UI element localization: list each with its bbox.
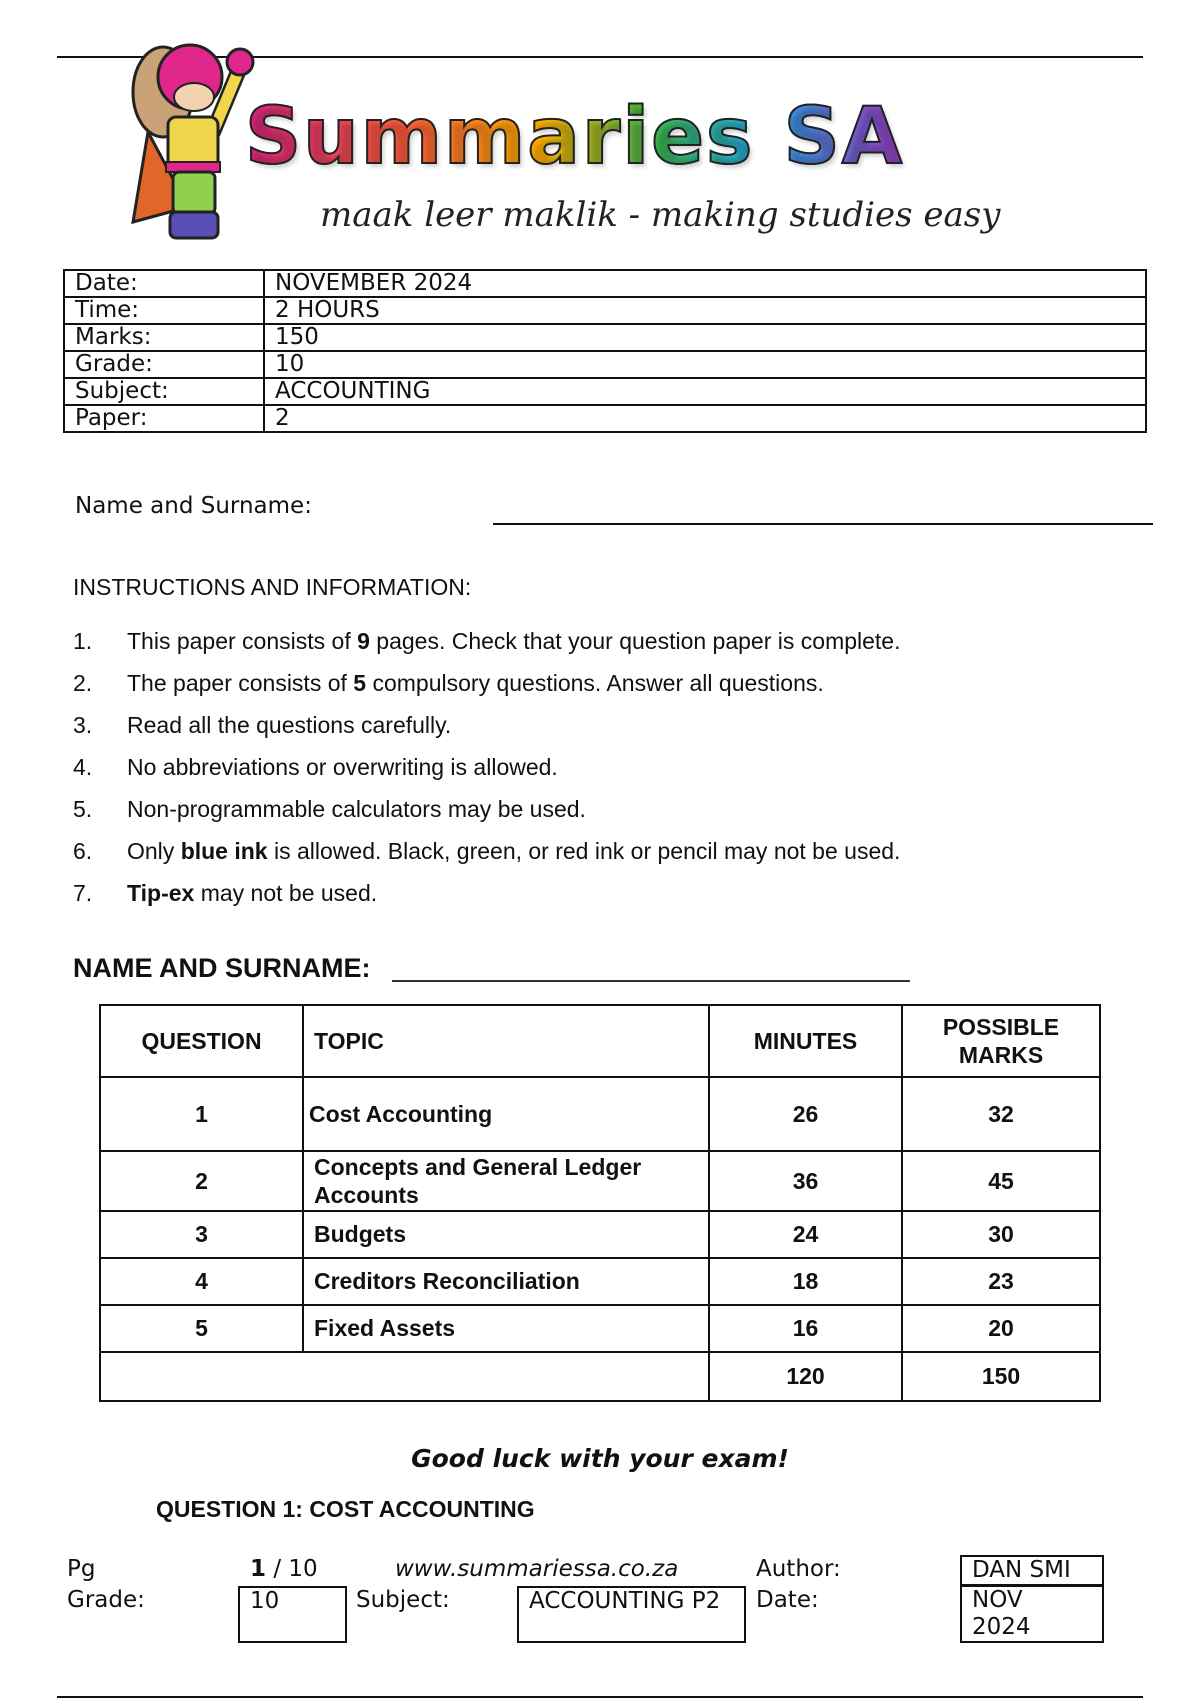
info-value: NOVEMBER 2024 — [264, 270, 1146, 297]
footer-date-value: NOV 2024 — [960, 1585, 1104, 1643]
mascot-legs — [173, 172, 215, 214]
mascot-face — [174, 83, 214, 111]
table-row — [100, 1258, 1100, 1305]
info-row — [64, 297, 1146, 324]
total-marks: 150 — [902, 1352, 1100, 1401]
question-topic: Budgets — [303, 1211, 709, 1258]
question-number: 3 — [100, 1211, 303, 1258]
question-marks: 30 — [902, 1211, 1100, 1258]
question-minutes: 16 — [709, 1305, 902, 1352]
footer-date-label: Date: — [756, 1587, 819, 1613]
table-row — [100, 1211, 1100, 1258]
instruction-item: 1. This paper consists of 9 pages. Check that your question paper is complete. — [73, 628, 901, 654]
question-minutes: 36 — [709, 1151, 902, 1211]
info-label: Date: — [64, 270, 264, 297]
instruction-item: 3. Read all the questions carefully. — [73, 712, 452, 738]
table-total-row — [100, 1352, 1100, 1401]
footer-pg-label: Pg — [67, 1556, 96, 1582]
info-value: 150 — [264, 324, 1146, 351]
question-minutes: 24 — [709, 1211, 902, 1258]
instruction-item: 6. Only blue ink is allowed. Black, green, or red ink or pencil may not be used. — [73, 838, 901, 864]
footer-grade-label: Grade: — [67, 1587, 145, 1613]
table-row — [100, 1077, 1100, 1151]
question-marks: 32 — [902, 1077, 1100, 1151]
instructions-heading: INSTRUCTIONS AND INFORMATION: — [73, 574, 472, 600]
brand-tagline: maak leer maklik - making studies easy — [320, 195, 1001, 235]
mascot-boots — [170, 212, 218, 238]
question-marks: 23 — [902, 1258, 1100, 1305]
table-row — [100, 1305, 1100, 1352]
question-topic: Fixed Assets — [303, 1305, 709, 1352]
info-value: 2 HOURS — [264, 297, 1146, 324]
info-row — [64, 324, 1146, 351]
question-number: 2 — [100, 1151, 303, 1211]
instruction-item: 2. The paper consists of 5 compulsory questions. Answer all questions. — [73, 670, 824, 696]
header-question: QUESTION — [100, 1005, 303, 1077]
brand-logo: Summaries SA — [245, 92, 905, 182]
name-surname-caps-label: NAME AND SURNAME: — [73, 953, 371, 983]
table-row — [100, 1151, 1100, 1211]
mascot-glove — [227, 49, 253, 75]
question-minutes: 18 — [709, 1258, 902, 1305]
total-spacer — [100, 1352, 709, 1401]
footer-author-value: DAN SMI — [960, 1555, 1104, 1586]
good-luck-message: Good luck with your exam! — [411, 1444, 789, 1473]
question-number: 1 — [100, 1077, 303, 1151]
footer-grade-value: 10 — [238, 1586, 347, 1643]
name-surname-line[interactable] — [493, 523, 1153, 525]
info-label: Time: — [64, 297, 264, 324]
footer-author-label: Author: — [756, 1556, 841, 1582]
question-topic: Creditors Reconciliation — [303, 1258, 709, 1305]
info-label: Marks: — [64, 324, 264, 351]
info-value: ACCOUNTING — [264, 378, 1146, 405]
question-1-title: QUESTION 1: COST ACCOUNTING — [156, 1496, 535, 1522]
name-surname-label: Name and Surname: — [75, 493, 312, 519]
question-table — [99, 1004, 1101, 1402]
question-topic: Concepts and General Ledger Accounts — [303, 1151, 709, 1211]
footer-subject-value: ACCOUNTING P2 — [517, 1586, 746, 1643]
info-row — [64, 378, 1146, 405]
question-marks: 20 — [902, 1305, 1100, 1352]
info-row — [64, 405, 1146, 432]
header-marks: POSSIBLE MARKS — [902, 1005, 1100, 1077]
total-minutes: 120 — [709, 1352, 902, 1401]
instructions-list — [73, 628, 901, 922]
question-number: 5 — [100, 1305, 303, 1352]
exam-info-table — [63, 269, 1147, 433]
header-minutes: MINUTES — [709, 1005, 902, 1077]
instruction-item: 5. Non-programmable calculators may be used. — [73, 796, 586, 822]
info-value: 10 — [264, 351, 1146, 378]
info-row — [64, 351, 1146, 378]
footer-subject-label: Subject: — [356, 1587, 450, 1613]
info-value: 2 — [264, 405, 1146, 432]
info-label: Grade: — [64, 351, 264, 378]
question-marks: 45 — [902, 1151, 1100, 1211]
instruction-item: 7. Tip-ex may not be used. — [73, 880, 378, 906]
footer-page-number: 1 / 10 — [250, 1556, 318, 1582]
question-number: 4 — [100, 1258, 303, 1305]
question-minutes: 26 — [709, 1077, 902, 1151]
footer-website[interactable]: www.summariessa.co.za — [395, 1556, 679, 1582]
info-label: Subject: — [64, 378, 264, 405]
question-topic: Cost Accounting — [303, 1077, 709, 1151]
instruction-item: 4. No abbreviations or overwriting is allowed. — [73, 754, 558, 780]
question-table-header — [100, 1005, 1100, 1077]
footer-rule — [57, 1696, 1143, 1698]
header-topic: TOPIC — [303, 1005, 709, 1077]
info-label: Paper: — [64, 405, 264, 432]
info-row — [64, 270, 1146, 297]
name-surname-caps-line[interactable] — [392, 980, 910, 982]
